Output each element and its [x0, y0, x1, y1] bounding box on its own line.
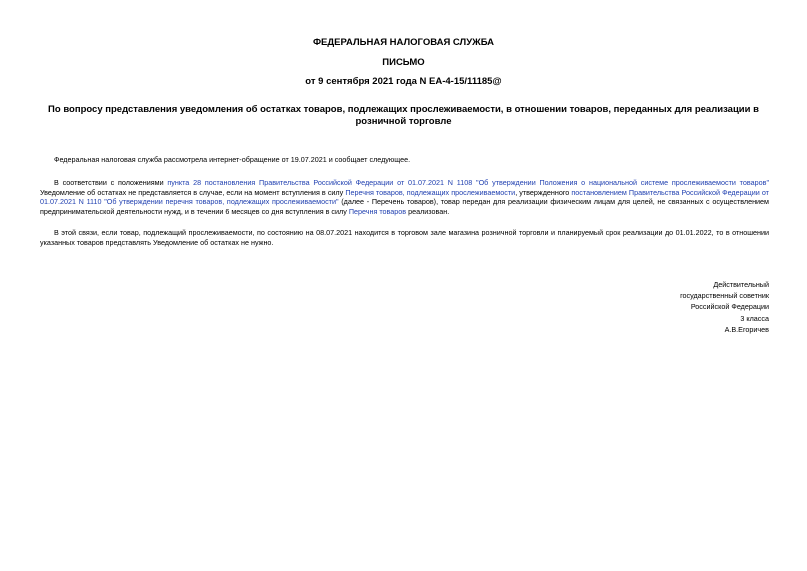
date-number-line: от 9 сентября 2021 года N ЕА-4-15/11185@ — [305, 76, 502, 87]
paragraph-intro — [40, 155, 769, 165]
letter-subject: По вопросу представления уведомления об остатках товаров, подлежащих прослеживаемости, в отношении товаров, переданных для реализации в розничной торговле — [48, 104, 759, 127]
paragraph-conclusion — [40, 228, 769, 247]
signature-rank-line-1: Действительный — [713, 280, 769, 289]
paragraph-main-text-2: Уведомление об остатках не представляется в случае, если на момент вступления в силу — [40, 187, 346, 197]
agency-title: ФЕДЕРАЛЬНАЯ НАЛОГОВАЯ СЛУЖБА — [312, 37, 495, 48]
signatory-name: А.В.Егоричев — [724, 324, 769, 334]
link-goods-list[interactable]: Перечня товаров, подлежащих прослеживаемости — [345, 187, 516, 197]
signature-rank-line-4: 3 класса — [740, 313, 769, 323]
paragraph-main — [40, 178, 769, 216]
link-resolution-1108-item-28[interactable]: пункта 28 постановления Правительства Российской Федерации от 01.07.2021 N 1108 "Об утверждении Положения о национальной системе прослеживаемости товаров" — [167, 178, 769, 187]
signature-block — [569, 279, 769, 335]
link-goods-list-short[interactable]: Перечня товаров — [348, 206, 407, 216]
paragraph-main-text-3: , утвержденного — [515, 187, 572, 197]
paragraph-main-text-1: В соответствии с положениями — [54, 178, 168, 187]
signature-rank-line-3: Российской Федерации — [690, 302, 769, 312]
paragraph-main-text-4: (далее - Перечень товаров), товар передан для реализации физическим лицам для целей, не связанных с осуществлением предпринимательской деятельности нужд, и в течении 6 месяцев со дня вступления в силу — [40, 197, 769, 216]
signature-rank-line-2: государственный советник — [680, 291, 769, 301]
paragraph-main-text-5: реализован. — [406, 206, 450, 216]
link-resolution-1110[interactable]: постановлением Правительства Российской Федерации от 01.07.2021 N 1110 "Об утверждении перечня товаров, подлежащих прослеживаемости" — [40, 187, 769, 207]
doc-type-title: ПИСЬМО — [382, 57, 425, 68]
paragraph-intro-text: Федеральная налоговая служба рассмотрела интернет-обращение от 19.07.2021 и сообщает следующее. — [54, 155, 411, 164]
paragraph-conclusion-text: В этой связи, если товар, подлежащий прослеживаемости, по состоянию на 08.07.2021 находится в торговом зале магазина розничной торговли и планируемый срок реализации до 01.01.2022, то в отношении указанных товаров представлять Уведомление об остатках не нужно. — [40, 228, 769, 247]
